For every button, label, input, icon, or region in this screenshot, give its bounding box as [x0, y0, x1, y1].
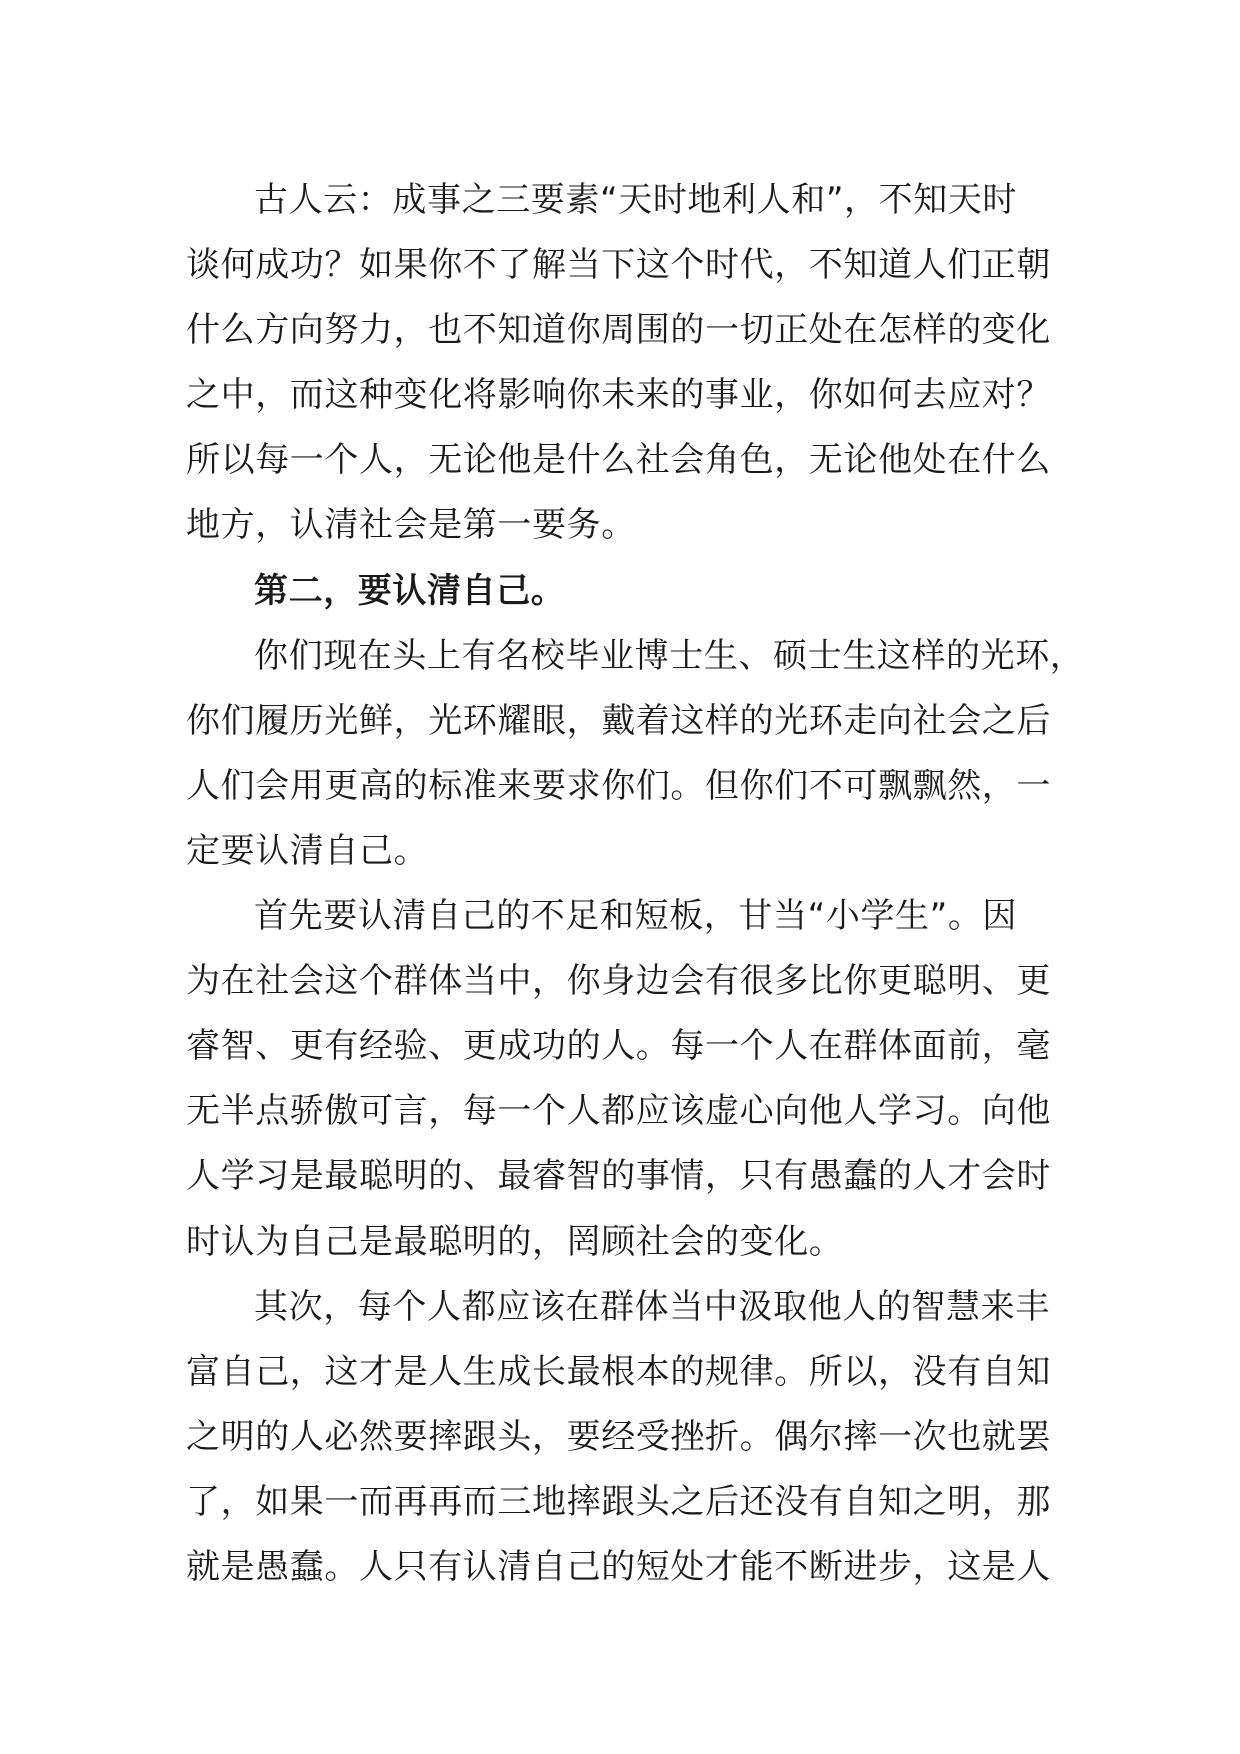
- paragraph-line: 无半点骄傲可言，每一个人都应该虚心向他人学习。向他: [186, 1091, 1051, 1132]
- paragraph-line: 首先要认清自己的不足和短板，甘当“小学生”。因: [254, 896, 1018, 937]
- paragraph-line: 富自己，这才是人生成长最根本的规律。所以，没有自知: [186, 1351, 1051, 1392]
- paragraph-line: 定要认清自己。: [186, 830, 429, 871]
- paragraph-line: 睿智、更有经验、更成功的人。每一个人在群体面前，毫: [186, 1026, 1051, 1067]
- paragraph-line: 为在社会这个群体当中，你身边会有很多比你更聪明、更: [186, 961, 1051, 1002]
- paragraph-line: 你们履历光鲜，光环耀眼，戴着这样的光环走向社会之后: [186, 700, 1051, 741]
- paragraph-line: 人学习是最聪明的、最睿智的事情，只有愚蠢的人才会时: [186, 1156, 1051, 1197]
- paragraph-line: 之明的人必然要摔跟头，要经受挫折。偶尔摔一次也就罢: [186, 1416, 1051, 1457]
- document-body: [186, 168, 1085, 1600]
- paragraph-line: 人们会用更高的标准来要求你们。但你们不可飘飘然，一: [186, 765, 1051, 806]
- paragraph-line: 古人云：成事之三要素“天时地利人和”，不知天时: [254, 180, 1018, 220]
- paragraph-line: 时认为自己是最聪明的，罔顾社会的变化。: [186, 1221, 844, 1262]
- paragraph-line: 其次，每个人都应该在群体当中汲取他人的智慧来丰: [254, 1286, 1050, 1327]
- paragraph-line: 什么方向努力，也不知道你周围的一切正处在怎样的变化: [186, 310, 1051, 351]
- paragraph-line: 之中，而这种变化将影响你未来的事业，你如何去应对？: [186, 375, 1051, 416]
- paragraph-line: 谈何成功？如果你不了解当下这个时代，不知道人们正朝: [186, 245, 1051, 286]
- paragraph-line: 所以每一个人，无论他是什么社会角色，无论他处在什么: [186, 440, 1051, 481]
- paragraph-line: 你们现在头上有名校毕业博士生、硕士生这样的光环，: [254, 635, 1085, 676]
- paragraph-line: 就是愚蠢。人只有认清自己的短处才能不断进步，这是人: [186, 1546, 1051, 1587]
- paragraph-line: 地方，认清社会是第一要务。: [186, 505, 636, 546]
- paragraph-line: 了，如果一而再再而三地摔跟头之后还没有自知之明，那: [186, 1481, 1051, 1522]
- section-heading: 第二，要认清自己。: [254, 570, 566, 611]
